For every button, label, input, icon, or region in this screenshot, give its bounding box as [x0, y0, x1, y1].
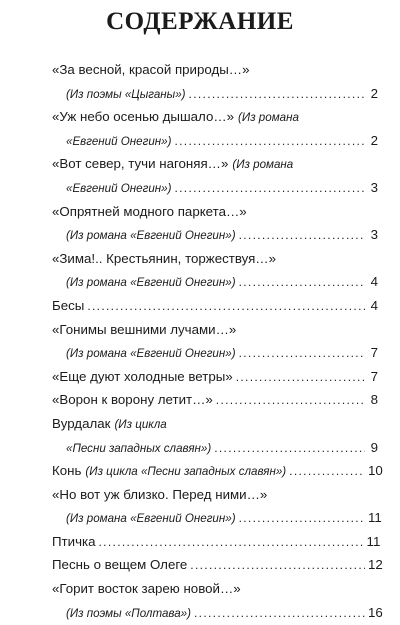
toc-entry-source: (Из цикла «Песни западных славян») — [85, 465, 287, 479]
toc-entry — [52, 412, 378, 436]
toc-entry-text: (Из романа «Евгений Онегин») — [66, 276, 236, 290]
toc-entry-text: «Евгений Онегин») — [66, 134, 172, 148]
toc-entry — [52, 553, 383, 577]
dot-leader — [239, 224, 365, 248]
toc-entry-text: (Из романа «Евгений Онегин») — [66, 347, 236, 361]
toc-entry — [52, 270, 378, 294]
dot-leader — [174, 130, 365, 154]
toc-entry — [52, 58, 378, 82]
toc-page-number: 2 — [370, 132, 378, 148]
toc-entry-text: Песнь о вещем Олеге — [52, 557, 188, 573]
toc-entry — [52, 483, 378, 507]
dot-leader — [190, 553, 365, 578]
toc-entry — [52, 223, 378, 247]
toc-entry — [52, 530, 381, 554]
toc-entry-text: «Уж небо осенью дышало…» — [52, 109, 235, 125]
dot-leader — [216, 388, 365, 413]
dot-leader — [87, 294, 365, 319]
toc-entry-source: (Из романа — [238, 111, 299, 125]
toc-entry-text: (Из романа «Евгений Онегин») — [66, 512, 236, 526]
dot-leader — [214, 437, 365, 461]
toc-entry-text: «Еще дуют холодные ветры» — [52, 368, 233, 384]
toc-entry-text: «Вот север, тучи нагоняя…» — [52, 156, 229, 172]
toc-page-number: 11 — [368, 510, 382, 526]
toc-page-number: 8 — [370, 392, 378, 408]
dot-leader — [189, 83, 365, 107]
toc-page-number: 4 — [370, 297, 378, 313]
toc-entry — [52, 152, 378, 176]
toc-page-number: 4 — [370, 274, 378, 290]
toc-entry-text: (Из поэмы «Полтава») — [66, 606, 191, 620]
toc-entry-text: Бесы — [52, 297, 85, 313]
toc-entry — [52, 129, 378, 153]
toc-entry-text: (Из поэмы «Цыганы») — [66, 87, 186, 101]
toc-entry — [52, 341, 378, 365]
toc-entry — [52, 577, 378, 601]
toc-entry-text: «Но вот уж близко. Перед ними…» — [52, 486, 268, 502]
toc-entry — [52, 436, 378, 460]
toc-entry-text: Птичка — [52, 533, 96, 549]
dot-leader — [194, 602, 365, 625]
toc-entry-text: Конь — [52, 463, 82, 479]
toc-page-number: 7 — [370, 368, 378, 384]
dot-leader — [99, 530, 364, 555]
toc-page-number: 12 — [368, 557, 383, 573]
toc-entry-text: «Ворон к ворону летит…» — [52, 392, 213, 408]
toc-page-number: 2 — [370, 85, 378, 101]
toc-page-number: 10 — [368, 463, 383, 479]
toc-entry-text: «За весной, красой природы…» — [52, 62, 250, 77]
toc-entry-text: «Евгений Онегин») — [66, 181, 172, 195]
toc-entry — [52, 506, 382, 530]
toc-entry — [52, 365, 378, 389]
toc-entry-text: «Гонимы вешними лучами…» — [52, 321, 237, 337]
toc-entry-text: Вурдалак — [52, 415, 111, 431]
toc-page-number: 11 — [366, 533, 381, 549]
toc-page-number: 3 — [370, 227, 378, 243]
toc-entry — [52, 105, 378, 129]
toc-entry — [52, 200, 378, 224]
toc-entry — [52, 176, 378, 200]
toc-entry — [52, 247, 378, 271]
toc-entry — [52, 318, 378, 342]
toc-entry-text: «Песни западных славян») — [66, 441, 212, 455]
toc-page-number: 16 — [368, 604, 383, 620]
toc-entry — [52, 388, 378, 412]
toc-entry — [52, 82, 378, 106]
dot-leader — [289, 459, 365, 484]
dot-leader — [236, 365, 365, 390]
toc-entry-text: «Опрятней модного паркета…» — [52, 203, 247, 219]
toc-entry-text: «Горит восток зарею новой…» — [52, 581, 241, 597]
toc-entry — [52, 601, 383, 625]
toc-page-number: 9 — [370, 439, 378, 455]
toc-entry — [52, 294, 378, 318]
toc-entry — [52, 459, 383, 483]
dot-leader — [239, 342, 365, 366]
toc-page-number: 3 — [370, 179, 378, 195]
toc-entry-text: (Из романа «Евгений Онегин») — [66, 229, 236, 243]
toc-entry-source: (Из романа — [232, 158, 294, 172]
page-title: СОДЕРЖАНИЕ — [106, 8, 294, 35]
toc-page-number: 7 — [370, 345, 378, 361]
dot-leader — [174, 177, 365, 201]
table-of-contents — [52, 58, 383, 624]
toc-entry-text: «Зима!.. Крестьянин, торжествуя…» — [52, 250, 276, 266]
dot-leader — [239, 271, 365, 295]
toc-entry-source: (Из цикла — [114, 417, 167, 431]
dot-leader — [239, 507, 365, 531]
